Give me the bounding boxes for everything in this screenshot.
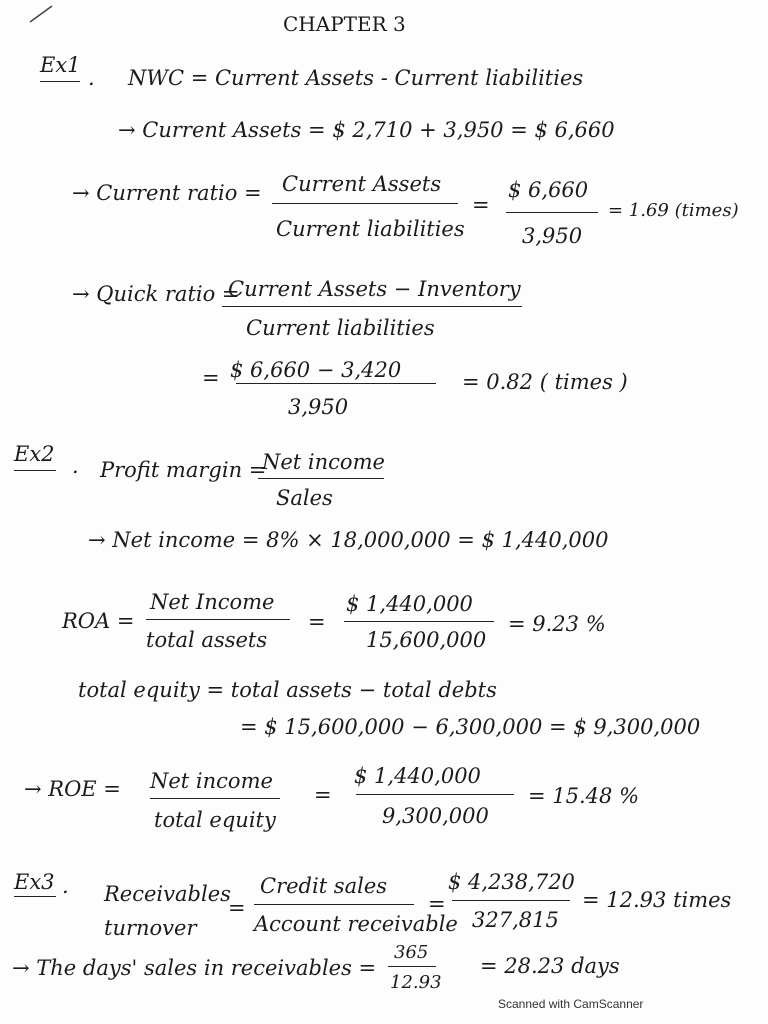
- current-assets-calc: → Current Assets = $ 2,710 + 3,950 = $ 6,660: [118, 118, 615, 142]
- roe-value-den: 9,300,000: [382, 804, 489, 828]
- current-ratio-denominator: Current liabilities: [276, 217, 465, 241]
- profit-margin-denominator: Sales: [276, 486, 333, 510]
- current-ratio-numerator: Current Assets: [282, 172, 442, 196]
- receivables-turnover-bar: [254, 904, 414, 905]
- receivables-turnover-result: = 12.93 times: [582, 888, 732, 912]
- quick-ratio-bar: [222, 306, 522, 307]
- days-sales-denominator: 12.93: [390, 972, 442, 993]
- roe-result: = 15.48 %: [528, 784, 640, 808]
- quick-ratio-value-den: 3,950: [288, 395, 349, 419]
- ex1-underline: [40, 81, 80, 82]
- current-ratio-value-bar: [506, 212, 598, 213]
- quick-ratio-result: = 0.82 ( times ): [462, 370, 628, 394]
- total-equity-calc: = $ 15,600,000 − 6,300,000 = $ 9,300,000: [240, 715, 701, 739]
- quick-ratio-value-num: $ 6,660 − 3,420: [230, 358, 402, 382]
- roa-result: = 9.23 %: [508, 612, 606, 636]
- roe-numerator: Net income: [150, 769, 273, 793]
- roe-value-num: $ 1,440,000: [354, 764, 481, 788]
- ex1-label: Ex1: [40, 53, 81, 77]
- roe-value-bar: [356, 794, 514, 795]
- profit-margin-prefix: Profit margin =: [100, 458, 267, 482]
- current-ratio-result: = 1.69 (times): [608, 200, 739, 221]
- nwc-formula: NWC = Current Assets - Current liabilities: [128, 66, 584, 90]
- receivables-turnover-denominator: Account receivable: [254, 912, 458, 936]
- receivables-turnover-line1: Receivables: [104, 882, 231, 906]
- days-sales-numerator: 365: [394, 942, 429, 963]
- scanner-watermark: Scanned with CamScanner: [498, 997, 644, 1011]
- ex3-underline: [14, 896, 56, 897]
- receivables-turnover-value-den: 327,815: [472, 908, 559, 932]
- corner-mark: [0, 0, 60, 40]
- roe-bar: [150, 798, 280, 799]
- receivables-turnover-line2: turnover: [104, 916, 197, 940]
- receivables-turnover-value-num: $ 4,238,720: [448, 870, 575, 894]
- page-title: CHAPTER 3: [283, 12, 406, 36]
- roa-value-bar: [344, 621, 494, 622]
- quick-ratio-denominator: Current liabilities: [246, 316, 435, 340]
- days-sales-prefix: → The days' sales in receivables =: [12, 956, 377, 980]
- receivables-turnover-numerator: Credit sales: [260, 874, 388, 898]
- roe-prefix: → ROE =: [24, 777, 121, 801]
- total-equity-definition: total equity = total assets − total debts: [78, 678, 497, 702]
- quick-ratio-value-bar: [236, 383, 436, 384]
- roe-eq: =: [314, 783, 332, 807]
- net-income-calc: → Net income = 8% × 18,000,000 = $ 1,440,000: [88, 528, 609, 552]
- ex2-label: Ex2: [14, 442, 55, 466]
- ex3-dot: .: [62, 874, 69, 898]
- current-ratio-eq: =: [472, 193, 490, 217]
- roe-denominator: total equity: [154, 808, 276, 832]
- receivables-turnover-eq: =: [228, 896, 246, 920]
- ex2-underline: [14, 470, 56, 471]
- ex1-dot: .: [88, 66, 95, 90]
- roa-value-den: 15,600,000: [366, 628, 487, 652]
- quick-ratio-numerator: Current Assets − Inventory: [228, 277, 521, 301]
- days-sales-result: = 28.23 days: [480, 954, 620, 978]
- quick-ratio-eq: =: [202, 366, 220, 390]
- roa-denominator: total assets: [146, 628, 268, 652]
- ex2-dot: .: [72, 454, 79, 478]
- quick-ratio-prefix: → Quick ratio =: [72, 282, 240, 306]
- roa-prefix: ROA =: [62, 609, 135, 633]
- current-ratio-bar: [272, 203, 458, 204]
- roa-value-num: $ 1,440,000: [346, 592, 473, 616]
- profit-margin-numerator: Net income: [262, 450, 385, 474]
- roa-numerator: Net Income: [150, 590, 275, 614]
- roa-eq: =: [308, 610, 326, 634]
- roa-bar: [146, 619, 290, 620]
- receivables-turnover-eq2: =: [428, 892, 446, 916]
- profit-margin-bar: [258, 478, 384, 479]
- current-ratio-value-num: $ 6,660: [508, 178, 589, 202]
- ex3-label: Ex3: [14, 870, 55, 894]
- receivables-turnover-value-bar: [452, 900, 570, 901]
- days-sales-bar: [388, 966, 436, 967]
- current-ratio-prefix: → Current ratio =: [72, 181, 262, 205]
- current-ratio-value-den: 3,950: [522, 224, 583, 248]
